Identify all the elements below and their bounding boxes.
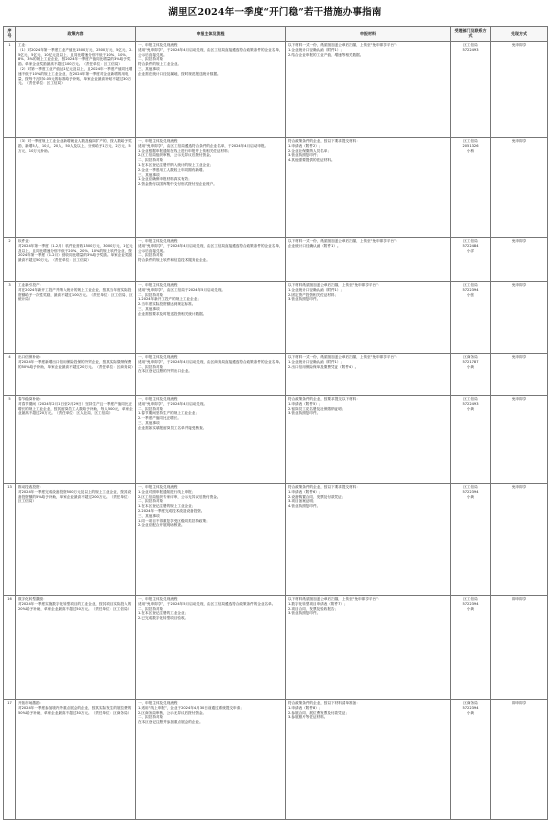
process-text: 适用“免申即享”，于2024年4月启动兑现，由区商务局直接遴选符合政策条件的企业名单。 — [138, 359, 283, 364]
process-text: 2.区商务局审核，公示无异议后拨付资金。 — [138, 710, 207, 715]
dept-contact-cell — [451, 396, 491, 484]
dept-contact-text: 区工信局 — [463, 283, 478, 287]
process-text: 2.资金拨付以国库集中支付形式拨付至企业账户。 — [138, 182, 217, 187]
materials-text: 4.营业执照复印件。 — [288, 504, 321, 509]
process-text: 二、拟扶持对象 — [138, 606, 164, 611]
process-cell — [136, 282, 286, 354]
materials-text: 3.营业执照复印件。 — [288, 411, 321, 416]
materials-text: 符合政策条件的企业，按以下要求提交材料： — [288, 139, 360, 143]
row-number: 4 — [4, 354, 16, 396]
policy-content-cell — [16, 700, 136, 820]
dept-contact-cell — [451, 238, 491, 282]
materials-text: 1.申请表（附件8）； — [288, 705, 323, 710]
process-text: 一、申报主体及兑现流程 — [138, 43, 178, 47]
policy-content-text: 推动技改投资： — [18, 485, 44, 489]
process-text: 1.企业根据申报通知在线上进行申报并上传相关佐证材料； — [138, 148, 232, 153]
policy-content-text: 出口信保补助： — [18, 355, 44, 359]
materials-cell — [286, 238, 451, 282]
process-text: 一、申报主体及兑现流程 — [138, 283, 178, 287]
table-row — [4, 596, 548, 700]
table-row — [4, 238, 548, 282]
materials-cell — [286, 138, 451, 238]
process-text: 适用“免申即享”，于2024年4月启动兑现，由区工信局直接遴选符合政策条件的企业名单，公示后直接兑现。 — [138, 243, 283, 253]
materials-text: 3.营业执照复印件。 — [288, 297, 321, 302]
fulfillment-cell: 免申即享 — [491, 396, 548, 484]
materials-text: 以下材料一式一份，纸质版加盖公章后扫描，上传至“免申即享平台”： — [288, 239, 400, 243]
process-text: 2.企业应配合开展现场核查。 — [138, 523, 185, 528]
materials-text: 2.项目合同、发票及验收报告； — [288, 606, 339, 611]
process-text: 二、拟扶持对象 — [138, 406, 164, 411]
dept-contact-text: 5722493 — [462, 47, 479, 52]
table-row — [4, 354, 548, 396]
dept-contact-cell — [451, 282, 491, 354]
dept-contact-text: 5722493 — [462, 401, 479, 406]
materials-text: 1.企业统计口径确认函（附件1）； — [288, 47, 345, 52]
table-row — [4, 484, 548, 596]
process-text: 二、拟扶持对象 — [138, 715, 164, 720]
dept-contact-text: 区工信局 — [463, 485, 478, 489]
materials-text: 1.申请表（附件6）； — [288, 489, 323, 494]
process-cell — [136, 396, 286, 484]
process-text: 1.企业应确保申报材料真实有效； — [138, 177, 192, 182]
policy-content-text: 对在2024年新开工投产并纳入统计的规上工业企业，按其当年度实际投资额给予一次性奖励，最高不超过100万元。（责任单位：区工信局、区统计局） — [18, 287, 133, 302]
process-text: 在本区登记注册的外贸出口企业。 — [138, 369, 192, 374]
policy-content-cell — [16, 138, 136, 238]
materials-text: 符合政策条件的企业，按要求提交以下材料： — [288, 397, 360, 401]
dept-contact-cell — [451, 596, 491, 700]
dept-contact-text: 区商务局 — [463, 701, 478, 705]
row-number: 3 — [4, 282, 16, 354]
table-header-row — [4, 27, 548, 42]
fulfillment-cell: 免申即享 — [491, 354, 548, 396]
materials-text: 2.固定资产投资相关佐证材料； — [288, 292, 339, 297]
dept-contact-text: 小黄 — [466, 364, 475, 369]
dept-contact-text: 5722394 — [462, 287, 479, 292]
process-text: 三、其他事项 — [138, 66, 160, 71]
dept-contact-cell — [451, 42, 491, 138]
process-text: 企业需在统计口径及属地，按时规范报送统计数据。 — [138, 71, 221, 76]
materials-cell — [286, 396, 451, 484]
materials-text: 2.参展合同、展位费发票及付款凭证； — [288, 710, 349, 715]
policy-content-cell — [16, 396, 136, 484]
policy-content-text: 软件业： — [18, 239, 33, 243]
process-text: 三、其他事项 — [138, 420, 160, 425]
materials-cell — [286, 282, 451, 354]
policy-content-text: （3）对一季度规上工业企业新增就业人数及稳岗扩产的，按人数给予奖励，新增5人、10人、20人、50人及以上，分别给予1万元、2万元、5万元、10万元补助。 — [18, 139, 132, 153]
process-text: 适用“免申即享”，于2024年4月启动兑现，由区工信局直接遴选符合政策条件的企业名单，公示后直接兑现。 — [138, 47, 283, 57]
materials-text: 3.参展照片等佐证材料。 — [288, 715, 328, 720]
process-text: 1.在本区登记注册并纳入统计的规上工业企业； — [138, 162, 214, 167]
process-text: 符合条件的规上软件和信息技术服务业企业。 — [138, 258, 210, 263]
dept-contact-text: 5722484 — [462, 243, 479, 248]
header-process: 申报主体及流程 — [136, 27, 286, 42]
materials-cell — [286, 42, 451, 138]
materials-cell — [286, 354, 451, 396]
materials-text: 2.出口信用保险保单及缴费凭证（附件4）。 — [288, 364, 359, 369]
process-text: 二、拟扶持对象 — [138, 158, 164, 163]
process-text: 2.企业一季度用工人数较上年同期有新增。 — [138, 167, 207, 172]
process-text: 1.春节期间坚持生产的规上工业企业； — [138, 411, 199, 416]
materials-text: 以下材料一式一份，纸质版加盖公章后扫描，上传至“免申即享平台”： — [288, 43, 400, 47]
header-content: 政策内容 — [16, 27, 136, 42]
process-text: 三、其他事项 — [138, 172, 160, 177]
fulfillment-cell: 免申即享 — [491, 282, 548, 354]
policy-content-text: （2）对第一季度工业产值达1亿元及以上，且2024年一季度产值同比增速不低于10%的规上工业企业，在2024年第一季度对企业新增的用电量，按每千瓦时0.05元的标准给予补贴，单家企业最高补贴不超过30万元。（责任单位：区工信局） — [18, 66, 133, 86]
policy-content-text: 对2024年第一季度（1-2月）软件业营收1500万元、3000万元、1亿元及以上，且同比增速分别不低于20%、20%、10%的规上软件企业，按2024年第一季度（1-2月）营收同比增量的3%给予奖励。单家企业奖励最高不超过50万元。（责任单位：区工信局） — [18, 243, 133, 263]
row-number: 5 — [4, 396, 16, 484]
process-text: 1.同一项目不得重复享受区级同类扶持政策； — [138, 518, 210, 523]
process-text: 二、拟扶持对象 — [138, 253, 164, 258]
materials-text: 3.营业执照复印件； — [288, 153, 321, 158]
materials-text: 2.留岗员工花名册及社保缴纳证明； — [288, 406, 346, 411]
process-text: 适用“免申即享”，于2024年4月启动兑现。 — [138, 401, 208, 406]
dept-contact-text: 区工信局 — [463, 43, 478, 47]
materials-text: 1.企业统计口径确认函（附件1）； — [288, 287, 345, 292]
materials-text: 以下材料一式一份，纸质版加盖公章后扫描，上传至“免申即享平台”： — [288, 355, 400, 359]
table-row — [4, 282, 548, 354]
row-number: 17 — [4, 700, 16, 820]
materials-text: 3.营业执照复印件。 — [288, 611, 321, 616]
policy-content-cell — [16, 238, 136, 282]
policy-content-cell — [16, 596, 136, 700]
dept-contact-text: 5722394 — [462, 489, 479, 494]
dept-contact-text: 小黄 — [466, 606, 475, 611]
header-dept: 受理部门及联系方式 — [451, 27, 491, 42]
process-cell — [136, 700, 286, 820]
materials-text: 2.结合企业申报的工业产值、增速等相关数据。 — [288, 52, 364, 57]
materials-text: 3.项目备案证明； — [288, 499, 317, 504]
process-text: 三、其他事项 — [138, 513, 160, 518]
materials-text: 1.数字化转型项目申请表（附件7）； — [288, 601, 348, 606]
dept-contact-text: 区工信局 — [463, 239, 478, 243]
process-text: 2.区工信局组织专家评审，公示无异议后拨付资金。 — [138, 494, 221, 499]
policy-content-text: （1）对2024年第一季度工业产值比1500万元、2500万元、5亿元、2.5亿元、5亿元、10亿元及以上、且同比增速分别不低于10%、10%、8%、3%的规上工业企业，按2024年一季度产值同比增量的3%给予奖励。单家企业奖励最高不超过100万元。（责任单位：区工信局） — [18, 47, 133, 67]
process-text: 适用“免申即享”，由区工信局于2024年5月启动兑现。 — [138, 287, 226, 292]
dept-contact-text: 区工信局 — [463, 597, 478, 601]
table-row — [4, 700, 548, 820]
process-text: 二、拟扶持对象 — [138, 57, 164, 62]
policy-content-cell — [16, 354, 136, 396]
materials-text: 符合政策条件的企业，按以下要求提交材料： — [288, 485, 360, 489]
process-text: 二、拟扶持对象 — [138, 499, 164, 504]
process-cell — [136, 354, 286, 396]
policy-content-text: 开拓市场激励： — [18, 701, 44, 705]
materials-cell — [286, 484, 451, 596]
row-number: 2 — [4, 238, 16, 282]
process-text: 适用“免申即享”，由区工信局遴选符合条件的企业名单，于2024年4月启动申报。 — [138, 143, 269, 148]
table-row — [4, 42, 548, 138]
materials-cell — [286, 596, 451, 700]
dept-contact-text: 小张 — [466, 292, 475, 297]
table-row — [4, 396, 548, 484]
document-title: 湖里区2024年一季度“开门稳”若干措施办事指南 — [168, 7, 382, 18]
process-cell — [136, 238, 286, 282]
process-text: 一、申报主体及兑现流程 — [138, 239, 178, 243]
process-text: 1.2024年新开工投产的规上工业企业； — [138, 297, 201, 302]
process-text: 二、拟扶持对象 — [138, 292, 164, 297]
dept-contact-cell — [451, 354, 491, 396]
fulfillment-cell: 即申即享 — [491, 700, 548, 820]
process-cell — [136, 484, 286, 596]
dept-contact-cell — [451, 138, 491, 238]
materials-text: 1.申请表（附件2）； — [288, 143, 323, 148]
process-text: 2.已完成数字化转型项目验收。 — [138, 616, 189, 621]
process-text: 适用“免申即享”，于2024年5月启动兑现，由区工信局遴选符合政策条件的企业名单。 — [138, 601, 276, 606]
process-text: 一、申报主体及兑现流程 — [138, 701, 178, 705]
policy-content-text: 数字化转型激励： — [18, 597, 47, 601]
row-number: 16 — [4, 596, 16, 700]
header-way: 兑现方式 — [491, 27, 548, 42]
policy-content-text: 对2024年一季度实施数字化转型项目的工业企业，按其项目实际投入的20%给予补助，单家企业最高不超过50万元。（责任单位：区工信局） — [18, 601, 132, 611]
materials-text: 4.其他需要提供的佐证材料。 — [288, 158, 335, 163]
process-text: 一、申报主体及兑现流程 — [138, 355, 178, 359]
row-number — [4, 138, 16, 238]
dept-contact-text: 2051326 — [462, 143, 479, 148]
process-text: 2.当年度实际投资额达到规定标准。 — [138, 302, 196, 307]
process-text: 企业需如实填报留岗员工名单并接受核查。 — [138, 425, 207, 430]
materials-text: 2.企业社保缴纳人员名单； — [288, 148, 331, 153]
materials-text: 企业统计口径确认函（附件1）。 — [288, 243, 341, 248]
fulfillment-cell: 免申即享 — [491, 484, 548, 596]
process-text: 在本区登记注册并参加重点展会的企业。 — [138, 720, 203, 725]
policy-content-text: 对2024年一季度新增出口信用保险投保的外贸企业，按其实际缴纳保费的50%给予补助，单家企业最高不超过20万元。（责任单位：区商务局） — [18, 359, 135, 369]
process-text: 2.区工信局组织审核，公示无异议后拨付资金。 — [138, 153, 214, 158]
process-cell — [136, 42, 286, 138]
process-text: 2.2024年一季度完成技术改造设备投资。 — [138, 508, 205, 513]
dept-contact-text: 5722394 — [462, 705, 479, 710]
process-text: 2.一季度产值同比正增长。 — [138, 416, 181, 421]
materials-text: 以下材料纸质版加盖公章后扫描，上传至“免申即享平台”： — [288, 597, 382, 601]
policy-content-cell — [16, 42, 136, 138]
process-text: 符合条件的规上工业企业。 — [138, 62, 182, 67]
dept-contact-text: 区工信局 — [463, 139, 478, 143]
policy-content-text: 对2024年一季度参加境内外重点展会的企业，按其实际发生的展位费的50%给予补助，单家企业最高不超过30万元。（责任单位：区商务局） — [18, 705, 132, 715]
dept-contact-text: 小黄 — [466, 710, 475, 715]
fulfillment-cell: 免申即享 — [491, 238, 548, 282]
table-row — [4, 138, 548, 238]
dept-contact-text: 小桥 — [466, 148, 475, 153]
dept-contact-text: 小黄 — [466, 494, 475, 499]
fulfillment-cell: 免申即享 — [491, 42, 548, 138]
process-text: 一、申报主体及兑现流程 — [138, 485, 178, 489]
header-materials: 申报材料 — [286, 27, 451, 42]
process-text: 1.在本区登记注册的工业企业； — [138, 611, 189, 616]
process-text: 三、其他事项 — [138, 306, 160, 311]
process-text: 一、申报主体及兑现流程 — [138, 397, 178, 401]
dept-contact-cell — [451, 700, 491, 820]
materials-text: 1.申请表（附件5）； — [288, 401, 323, 406]
policy-content-text: 工业新引投产： — [18, 283, 44, 287]
dept-contact-text: 5721787 — [462, 359, 479, 364]
policy-content-cell — [16, 282, 136, 354]
process-text: 一、申报主体及兑现流程 — [138, 139, 178, 143]
materials-text: 2.设备购置合同、发票及付款凭证； — [288, 494, 346, 499]
dept-contact-cell — [451, 484, 491, 596]
materials-text: 以下材料纸质版加盖公章后扫描，上传至“免申即享平台”： — [288, 283, 382, 287]
dept-contact-text: 小黄 — [466, 406, 475, 411]
policy-content-text: 对春节期间（2024年2月1日至2月29日）坚持生产且一季度产值同比正增长的规上工业企业，按其留岗员工人数给予补助，每人500元，单家企业最高不超过20万元。（责任单位：区人社局、区工信局） — [18, 401, 133, 416]
policy-content-text: 春节稳岗补助： — [18, 397, 44, 401]
process-cell — [136, 138, 286, 238]
process-text: 1.在本区登记注册的规上工业企业； — [138, 504, 196, 509]
policy-content-text: 对2024年一季度完成设备投资500万元及以上的规上工业企业，按其设备投资额的5%给予补助，单家企业最高不超过200万元。（责任单位：区工信局） — [18, 489, 132, 504]
materials-cell — [286, 700, 451, 820]
process-text: 1.适用“线上申报”，企业于2024年4月30日前通过系统提交申请； — [138, 705, 244, 710]
dept-contact-text: 区工信局 — [463, 397, 478, 401]
materials-text: 1.企业统计口径确认函（附件1）； — [288, 359, 345, 364]
process-text: 企业需按要求及时报送投资相关统计数据。 — [138, 311, 207, 316]
policy-content-text: 工业： — [18, 43, 29, 47]
row-number: 1 — [4, 42, 16, 138]
process-text: 1.企业对照申报通知进行线上申报； — [138, 489, 196, 494]
row-number: 13 — [4, 484, 16, 596]
policy-guide-table — [3, 26, 548, 820]
header-no: 序号 — [4, 27, 16, 42]
process-text: 一、申报主体及兑现流程 — [138, 597, 178, 601]
process-cell — [136, 596, 286, 700]
dept-contact-text: 小洋 — [466, 248, 475, 253]
policy-content-cell — [16, 484, 136, 596]
dept-contact-text: 5722394 — [462, 601, 479, 606]
fulfillment-cell: 免申即享 — [491, 138, 548, 238]
dept-contact-text: 区商务局 — [463, 355, 478, 359]
process-text: 二、拟扶持对象 — [138, 364, 164, 369]
fulfillment-cell: 即申即享 — [491, 596, 548, 700]
materials-text: 符合政策条件的企业，按以下材料清单准备： — [288, 701, 360, 705]
